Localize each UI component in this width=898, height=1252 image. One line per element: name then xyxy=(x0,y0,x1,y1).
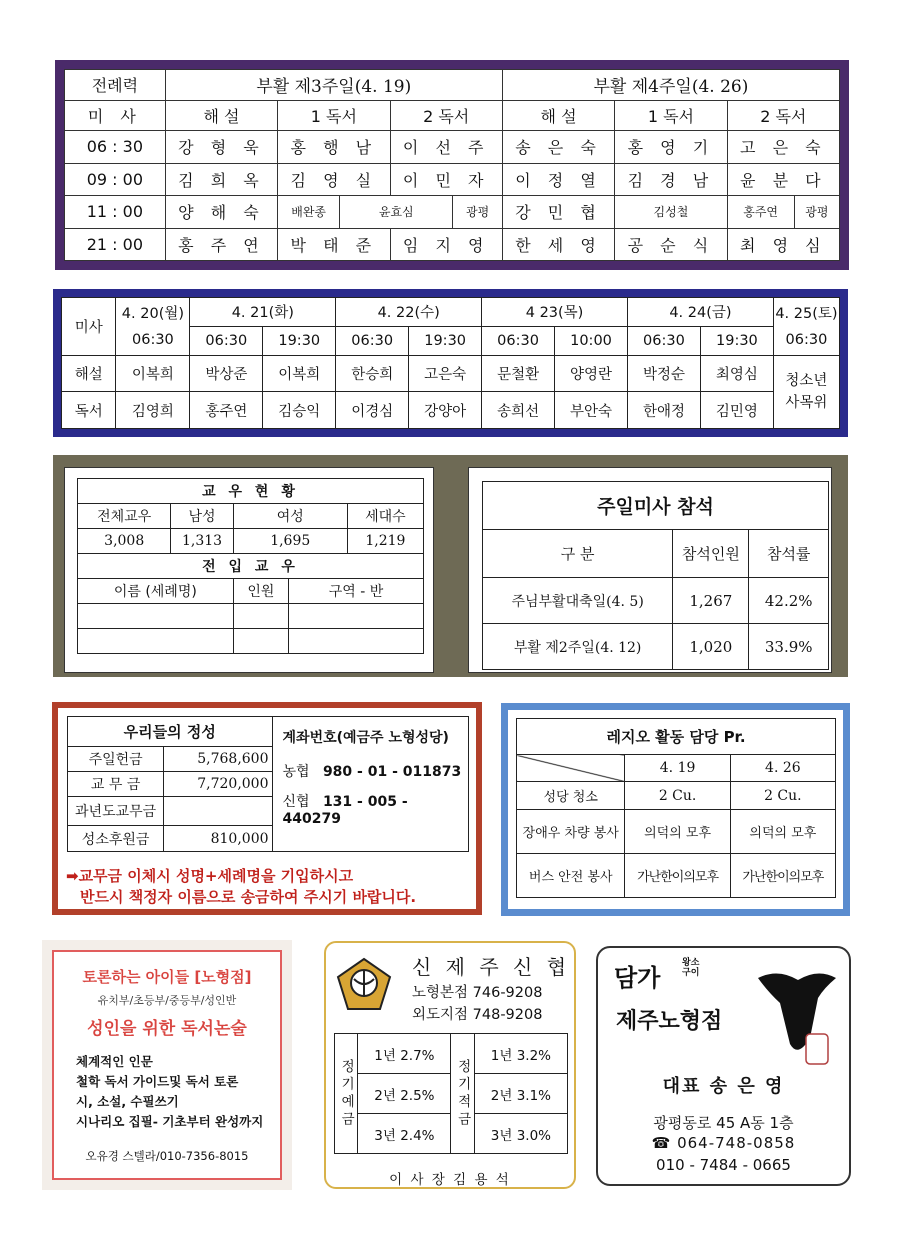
col: 구역 - 반 xyxy=(289,579,424,604)
reading-ad xyxy=(42,940,292,1190)
cell: 버스 안전 봉사 xyxy=(517,854,625,898)
table-row xyxy=(517,810,836,854)
phone-icon: ☎ xyxy=(651,1134,672,1152)
cell: 이 정 열 xyxy=(502,163,614,195)
header-mass: 미 사 xyxy=(65,100,166,131)
cell: 부안숙 xyxy=(555,392,628,429)
cell: 1년 2.7% xyxy=(358,1034,451,1074)
diagonal-header xyxy=(517,755,625,782)
restaurant-address: 광평동로 45 A동 1층 xyxy=(653,1114,794,1132)
table-row xyxy=(78,629,424,654)
cell: 5,768,600 xyxy=(164,747,272,772)
cell: 최 영 심 xyxy=(727,228,839,261)
cell: 김 희 옥 xyxy=(165,163,277,195)
cell: 810,000 xyxy=(164,826,272,852)
legio-panel xyxy=(508,710,843,909)
legio-box xyxy=(501,703,850,916)
parish-status-panel xyxy=(64,467,434,673)
list-item: 시, 소설, 수필쓰기 xyxy=(76,1094,179,1109)
col: 세대수 xyxy=(347,504,423,529)
time: 06:30 xyxy=(190,326,263,355)
col: 여성 xyxy=(233,504,347,529)
date-mon: 4. 20(월) xyxy=(116,298,190,327)
cell: 김성철 xyxy=(615,196,727,228)
cell: 배완종 xyxy=(278,196,340,228)
cell: 2 Cu. xyxy=(625,782,730,810)
note-line-1: ➡교무금 이체시 성명+세례명을 기입하시고 xyxy=(66,867,354,885)
header-reader: 독서 xyxy=(62,392,116,429)
cell: 3년 2.4% xyxy=(358,1114,451,1154)
cell: 김영희 xyxy=(116,392,190,429)
chair-name: 이 사 장 김 용 석 xyxy=(389,1172,511,1188)
table-row xyxy=(62,355,840,392)
cell: 김 영 실 xyxy=(278,163,390,195)
cell: 박정순 xyxy=(627,355,700,392)
cell: 2년 3.1% xyxy=(474,1074,567,1114)
credit-union-ad xyxy=(324,941,576,1189)
cell: 한승희 xyxy=(336,355,409,392)
branch-oedo: 외도지점 748-9208 xyxy=(412,1007,543,1023)
cell: 주님부활대축일(4. 5) xyxy=(483,578,673,624)
col-comment-3: 해 설 xyxy=(165,100,277,131)
cell: 성소후원금 xyxy=(68,826,164,852)
restaurant-phone xyxy=(598,1134,849,1152)
academy-course: 성인을 위한 독서논술 xyxy=(87,1019,247,1039)
offering-box xyxy=(52,702,482,915)
time: 10:00 xyxy=(555,326,628,355)
account-info xyxy=(272,717,468,852)
date: 4. 19 xyxy=(625,755,730,782)
academy-contact: 오유경 스텔라/010-7356-8015 xyxy=(85,1149,249,1163)
cell: 2 Cu. xyxy=(730,782,835,810)
table-row xyxy=(78,604,424,629)
restaurant-logo: 담가 xyxy=(614,964,661,992)
mass-time: 21 : 00 xyxy=(65,228,166,261)
date-wed: 4. 22(수) xyxy=(336,298,482,327)
cell: 가난한이의모후 xyxy=(730,854,835,898)
cell: 주일헌금 xyxy=(68,747,164,772)
cell: 33.9% xyxy=(749,624,829,670)
academy-name: 토론하는 아이들 [노형점] xyxy=(82,968,252,986)
attendance-panel xyxy=(468,467,832,673)
account-number: 980 - 01 - 011873 xyxy=(322,764,462,780)
sunday-schedule-box xyxy=(55,60,849,270)
col: 이름 (세례명) xyxy=(78,579,234,604)
value: 3,008 xyxy=(78,529,171,554)
bank-name: 농협 xyxy=(282,764,310,780)
offering-panel xyxy=(58,708,476,909)
table-row xyxy=(483,578,829,624)
table-row xyxy=(62,392,840,429)
table-row xyxy=(65,131,840,163)
date-thu: 4 23(목) xyxy=(482,298,628,327)
restaurant-mobile: 010 - 7484 - 0665 xyxy=(656,1156,791,1174)
time: 06:30 xyxy=(627,326,700,355)
time: 19:30 xyxy=(263,326,336,355)
offering-title: 우리들의 정성 xyxy=(68,717,273,747)
weekday-schedule-table xyxy=(61,297,840,429)
cell: 광평 xyxy=(453,196,502,228)
col-comment-4: 해 설 xyxy=(502,100,614,131)
phone-number: 064-748-0858 xyxy=(677,1134,796,1152)
cell: 부활 제2주일(4. 12) xyxy=(483,624,673,670)
time: 06:30 xyxy=(773,326,839,355)
transfer-note xyxy=(66,866,416,908)
cell: 7,720,000 xyxy=(164,772,272,797)
header-week3: 부활 제3주일(4. 19) xyxy=(165,70,502,101)
value: 1,219 xyxy=(347,529,423,554)
col: 인원 xyxy=(233,579,288,604)
cell: 윤 분 다 xyxy=(727,163,839,195)
cell: 한 세 영 xyxy=(502,228,614,261)
cell: 1,267 xyxy=(673,578,749,624)
col: 참석률 xyxy=(749,530,829,578)
stats-box xyxy=(53,455,848,677)
restaurant-logo-sub: 왕소구이 xyxy=(682,958,700,978)
cell: 의덕의 모후 xyxy=(625,810,730,854)
cell: 홍 영 기 xyxy=(615,131,727,163)
cell: 성당 청소 xyxy=(517,782,625,810)
cell: 이 민 자 xyxy=(390,163,502,195)
cell: 이복희 xyxy=(263,355,336,392)
saving-label: 정기적금 xyxy=(451,1034,474,1154)
legio-table xyxy=(516,718,836,898)
cell: 임 지 영 xyxy=(390,228,502,261)
cell: 박상준 xyxy=(190,355,263,392)
cell: 송 은 숙 xyxy=(502,131,614,163)
header-mass: 미사 xyxy=(62,298,116,356)
col: 구 분 xyxy=(483,530,673,578)
mass-time: 06 : 30 xyxy=(65,131,166,163)
academy-levels: 유치부/초등부/중등부/성인반 xyxy=(97,994,237,1007)
credit-union-name: 신 제 주 신 협 xyxy=(412,955,571,979)
cell: 홍 행 남 xyxy=(278,131,390,163)
col-reading2-4: 2 독서 xyxy=(727,100,839,131)
account-shinhyup xyxy=(283,791,468,827)
cell: 홍주연 xyxy=(727,196,794,228)
cell: 1년 3.2% xyxy=(474,1034,567,1074)
header-comment: 해설 xyxy=(62,355,116,392)
col: 참석인원 xyxy=(673,530,749,578)
parish-status-table xyxy=(77,478,424,654)
cell: 윤효심 xyxy=(340,196,453,228)
cell: 광평 xyxy=(794,196,839,228)
header-week4: 부활 제4주일(4. 26) xyxy=(502,70,839,101)
restaurant-branch: 제주노형점 xyxy=(616,1009,723,1034)
saturday-assignment: 청소년 사목위 xyxy=(773,355,839,428)
cell: 박 태 준 xyxy=(278,228,390,261)
value: 1,313 xyxy=(171,529,233,554)
cell: 강 형 욱 xyxy=(165,131,277,163)
cell: 장애우 차량 봉사 xyxy=(517,810,625,854)
cell: 이경심 xyxy=(336,392,409,429)
table-row xyxy=(65,196,840,228)
restaurant-rep: 대표 송 은 영 xyxy=(662,1076,785,1097)
cell: 송희선 xyxy=(482,392,555,429)
account-nh xyxy=(283,761,468,781)
cell: 홍 주 연 xyxy=(165,228,277,261)
mass-time: 09 : 00 xyxy=(65,163,166,195)
table-row xyxy=(517,782,836,810)
col-reading1-4: 1 독서 xyxy=(615,100,727,131)
rate-table xyxy=(334,1033,568,1154)
header-calendar: 전례력 xyxy=(65,70,166,101)
date-sat: 4. 25(토) xyxy=(773,298,839,327)
table-row xyxy=(517,854,836,898)
cell: 양영란 xyxy=(555,355,628,392)
cell: 공 순 식 xyxy=(615,228,727,261)
cell: 한애정 xyxy=(627,392,700,429)
account-title: 계좌번호(예금주 노형성당) xyxy=(282,730,449,746)
legio-title: 레지오 활동 담당 Pr. xyxy=(517,719,836,755)
cell: 2년 2.5% xyxy=(358,1074,451,1114)
date-tue: 4. 21(화) xyxy=(190,298,336,327)
table-row xyxy=(65,163,840,195)
bank-name: 신협 xyxy=(282,794,310,810)
cell: 1,020 xyxy=(673,624,749,670)
table-row xyxy=(65,228,840,261)
time: 06:30 xyxy=(482,326,555,355)
cell: 고 은 숙 xyxy=(727,131,839,163)
account-number: 131 - 005 - 440279 xyxy=(282,794,408,827)
time: 06:30 xyxy=(116,326,190,355)
cell: 김민영 xyxy=(700,392,773,429)
value: 1,695 xyxy=(233,529,347,554)
col-reading2-3: 2 독서 xyxy=(390,100,502,131)
mass-time: 11 : 00 xyxy=(65,196,166,228)
cell: 강 민 협 xyxy=(502,196,614,228)
time: 19:30 xyxy=(700,326,773,355)
sunday-schedule-table xyxy=(64,69,840,261)
date: 4. 26 xyxy=(730,755,835,782)
col-reading1-3: 1 독서 xyxy=(278,100,390,131)
date-fri: 4. 24(금) xyxy=(627,298,773,327)
cell: 의덕의 모후 xyxy=(730,810,835,854)
note-line-2: 반드시 책정자 이름으로 송금하여 주시기 바랍니다. xyxy=(80,888,417,906)
cell: 문철환 xyxy=(482,355,555,392)
cell: 3년 3.0% xyxy=(474,1114,567,1154)
cell: 이 선 주 xyxy=(390,131,502,163)
cell: 42.2% xyxy=(749,578,829,624)
offering-table xyxy=(67,716,469,852)
restaurant-ad xyxy=(596,946,851,1186)
attendance-title: 주일미사 참석 xyxy=(483,482,829,530)
cell xyxy=(164,797,272,826)
cell: 홍주연 xyxy=(190,392,263,429)
deposit-label: 정기예금 xyxy=(335,1034,358,1154)
list-item: 시나리오 집필- 기초부터 완성까지 xyxy=(76,1114,264,1129)
cell: 강양아 xyxy=(409,392,482,429)
col: 남성 xyxy=(171,504,233,529)
attendance-table xyxy=(482,481,829,670)
cell: 김승익 xyxy=(263,392,336,429)
table-row xyxy=(483,624,829,670)
list-item: 체계적인 인문 xyxy=(76,1054,153,1069)
list-item: 철학 독서 가이드및 독서 토론 xyxy=(76,1074,239,1089)
cell: 교 무 금 xyxy=(68,772,164,797)
time: 06:30 xyxy=(336,326,409,355)
transfer-title: 전 입 교 우 xyxy=(78,554,424,579)
reading-ad-frame xyxy=(52,950,282,1180)
cell: 가난한이의모후 xyxy=(625,854,730,898)
branch-main: 노형본점 746-9208 xyxy=(412,985,543,1001)
cell: 김 경 남 xyxy=(615,163,727,195)
course-list xyxy=(76,1052,263,1132)
col: 전체교우 xyxy=(78,504,171,529)
credit-union-logo-icon xyxy=(336,957,392,1013)
cell: 과년도교무금 xyxy=(68,797,164,826)
cow-head-icon xyxy=(748,958,843,1068)
cell: 고은숙 xyxy=(409,355,482,392)
parish-title: 교 우 현 황 xyxy=(78,479,424,504)
cell: 최영심 xyxy=(700,355,773,392)
cell: 양 해 숙 xyxy=(165,196,277,228)
time: 19:30 xyxy=(409,326,482,355)
cell: 이복희 xyxy=(116,355,190,392)
weekday-schedule-box xyxy=(53,289,848,437)
